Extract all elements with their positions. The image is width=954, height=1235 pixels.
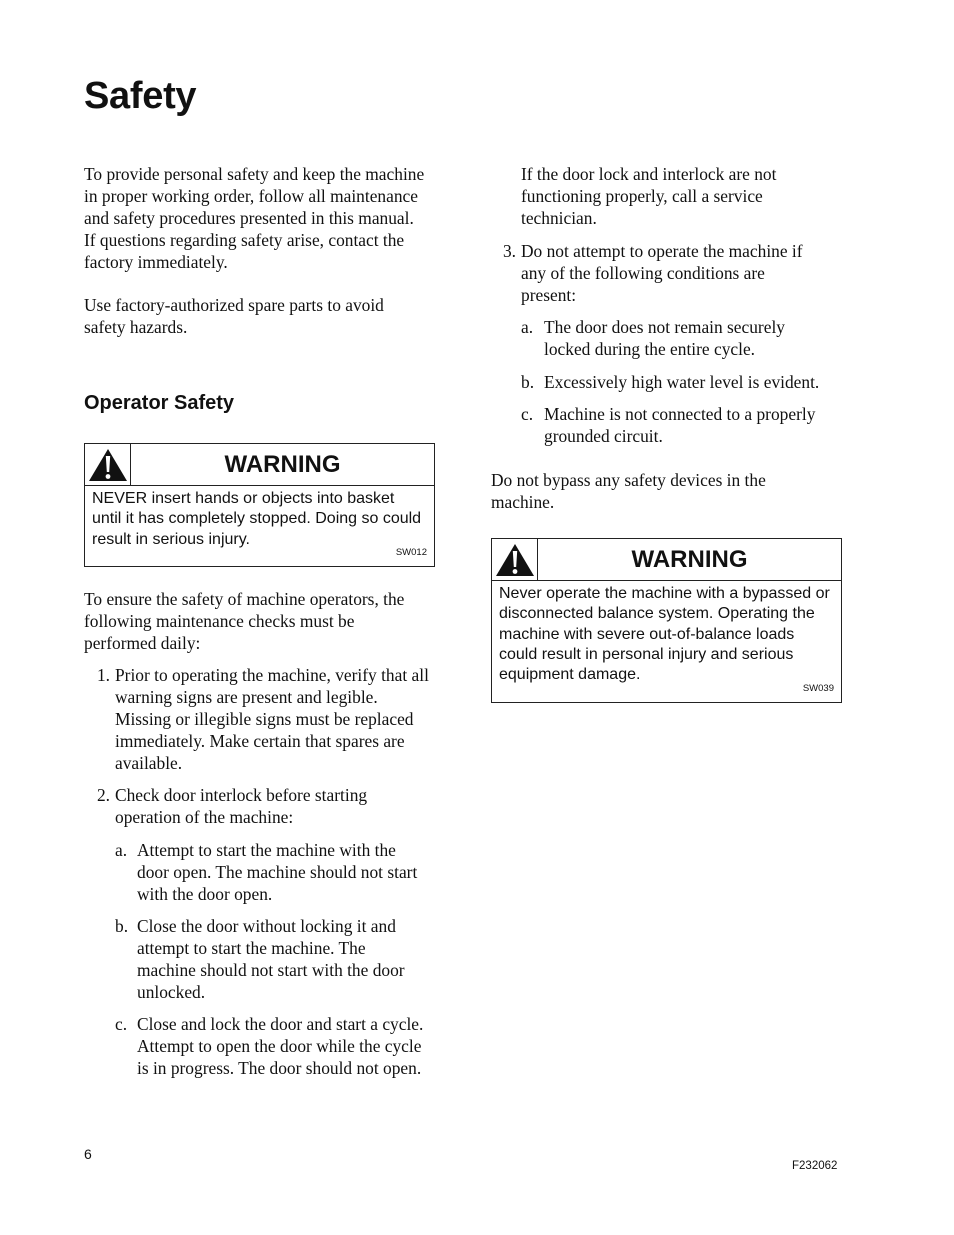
substep-text: The door does not remain securely locked during the entire cycle.: [544, 317, 785, 359]
warning-text: Never operate the machine with a bypassed or disconnected balance system. Operating the machine with severe out-of-balance loads could result in personal injury and serious equipment damage.: [499, 585, 830, 684]
warning-triangle-icon: [85, 444, 131, 485]
warning-triangle-icon: [492, 539, 538, 580]
interlock-note: If the door lock and interlock are not functioning properly, call a service technician.: [521, 164, 777, 228]
daily-checks-intro: To ensure the safety of machine operators, the following maintenance checks must be performed daily:: [84, 589, 405, 653]
warning-label: WARNING: [631, 546, 748, 573]
step-number: 1.: [96, 665, 110, 685]
substep-text: Attempt to start the machine with the door open. The machine should not start with the door open.: [137, 840, 418, 904]
warning-code: SW012: [395, 547, 427, 558]
document-code: F232062: [792, 1160, 838, 1172]
step-text: Prior to operating the machine, verify that all warning signs are present and legible. Missing or illegible signs must be replaced immediately. Make certain that spares are available.: [115, 665, 429, 773]
warning-header: [492, 539, 841, 581]
intro-paragraph: To provide personal safety and keep the machine in proper working order, follow all maintenance and safety procedures presented in this manual. If questions regarding safety arise, contact the factory immediately.: [84, 164, 425, 272]
substep-text: Excessively high water level is evident.: [544, 372, 820, 392]
substep-text: Close and lock the door and start a cycle. Attempt to open the door while the cycle is in progress. The door should not open.: [137, 1014, 424, 1078]
page-number: 6: [84, 1146, 92, 1162]
warning-code: SW039: [802, 683, 834, 694]
substep-letter: b.: [115, 916, 129, 936]
warning-box-basket: [84, 443, 435, 567]
step-number: 3.: [502, 241, 516, 261]
substep-letter: a.: [521, 317, 534, 337]
bypass-note: Do not bypass any safety devices in the machine.: [491, 470, 766, 512]
warning-header: [85, 444, 434, 486]
warning-label: WARNING: [224, 451, 341, 478]
step-text: Do not attempt to operate the machine if any of the following conditions are present:: [521, 241, 803, 305]
substep-letter: c.: [115, 1014, 128, 1034]
step-text: Check door interlock before starting operation of the machine:: [115, 785, 368, 827]
section-heading-operator-safety: Operator Safety: [84, 392, 235, 414]
step-number: 2.: [96, 785, 110, 805]
substep-text: Close the door without locking it and attempt to start the machine. The machine should not start with the door unlocked.: [137, 916, 405, 1002]
warning-text: NEVER insert hands or objects into basket until it has completely stopped. Doing so could result in serious injury.: [92, 490, 422, 548]
substep-letter: a.: [115, 840, 128, 860]
substep-letter: b.: [521, 372, 535, 392]
substep-letter: c.: [521, 404, 534, 424]
page-title: Safety: [84, 75, 197, 117]
warning-box-balance: [491, 538, 842, 703]
spare-parts-paragraph: Use factory-authorized spare parts to avoid safety hazards.: [84, 295, 384, 337]
substep-text: Machine is not connected to a properly grounded circuit.: [544, 404, 816, 446]
